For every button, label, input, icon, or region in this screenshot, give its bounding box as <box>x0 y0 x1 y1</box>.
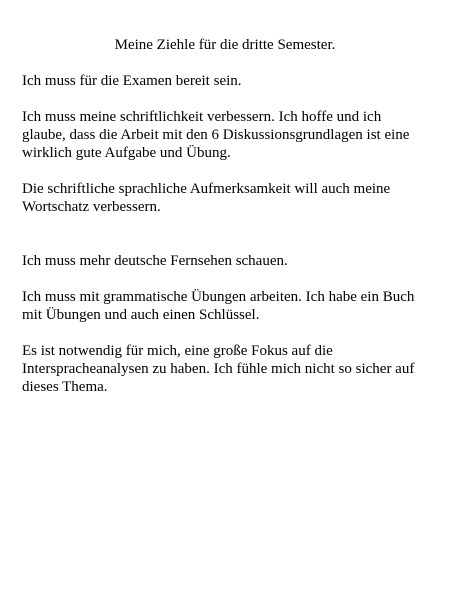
paragraph-interlanguage: Es ist notwendig für mich, eine große Fokus auf die Interspracheanalysen zu haben. Ich fühle mich nicht so sicher auf dieses Thema. <box>22 343 415 395</box>
paragraph-vocabulary: Die schriftliche sprachliche Aufmerksamkeit will auch meine Wortschatz verbessern. <box>22 181 391 215</box>
paragraph-grammar: Ich muss mit grammatische Übungen arbeiten. Ich habe ein Buch mit Übungen und auch einen Schlüssel. <box>22 289 415 323</box>
paragraph-writing: Ich muss meine schriftlichkeit verbessern. Ich hoffe und ich glaube, dass die Arbeit mit den 6 Diskussionsgrundlagen ist eine wirklich gute Aufgabe und Übung. <box>22 109 410 161</box>
paragraph-television: Ich muss mehr deutsche Fernsehen schauen. <box>22 253 288 269</box>
document-title: Meine Ziehle für die dritte Semester. <box>114 37 336 53</box>
paragraph-exam: Ich muss für die Examen bereit sein. <box>22 73 242 89</box>
